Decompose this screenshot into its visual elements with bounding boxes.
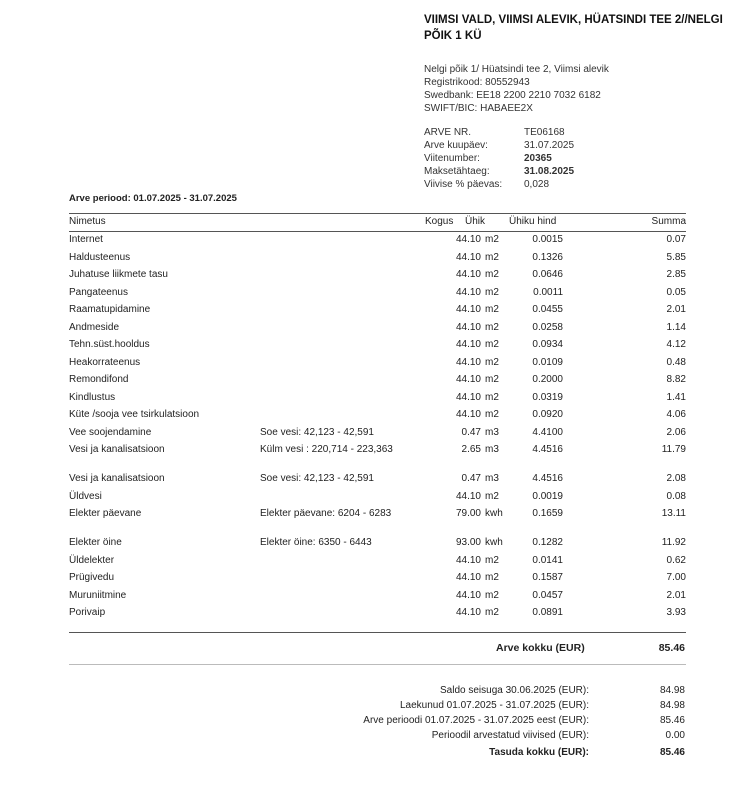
meta-value: 31.08.2025 (524, 166, 575, 177)
item-sum: 11.79 (661, 444, 686, 455)
item-name: Elekter päevane (69, 508, 142, 519)
item-name: Remondifond (69, 374, 129, 385)
total-value: 85.46 (658, 642, 685, 654)
item-unit-price: 0.1587 (532, 572, 563, 583)
col-sum-header: Summa (651, 216, 686, 227)
table-row (69, 234, 686, 252)
item-unit-price: 0.0015 (532, 234, 563, 245)
meta-value: 0,028 (524, 179, 550, 190)
meta-label: ARVE NR. (424, 127, 472, 138)
item-qty: 0.47 (461, 426, 481, 438)
item-sum: 2.01 (666, 589, 686, 601)
item-unit: m2 (485, 269, 499, 280)
col-qty-header: Kogus (425, 216, 454, 227)
item-unit: m2 (485, 572, 499, 583)
col-name-header: Nimetus (69, 216, 106, 227)
item-unit-price: 0.2000 (532, 374, 563, 385)
summary-due-value: 85.46 (659, 747, 685, 758)
summary-penalty-value: 0.00 (665, 730, 685, 741)
item-qty: 44.10 (455, 339, 481, 350)
item-name: Küte /sooja vee tsirkulatsioon (69, 409, 200, 420)
item-qty: 0.47 (461, 473, 481, 484)
item-sum: 0.05 (666, 286, 686, 298)
item-unit-price: 0.1659 (532, 508, 563, 519)
table-row (69, 473, 686, 491)
meta-row-reference (424, 152, 574, 165)
item-sum: 0.07 (666, 234, 686, 245)
item-sum: 1.14 (666, 321, 686, 333)
table-row (69, 555, 686, 573)
item-qty: 44.10 (455, 490, 481, 502)
meta-label: Maksetähtaeg: (424, 166, 490, 177)
registry-code: Registrikood: 80552943 (424, 77, 530, 88)
invoice-meta (424, 126, 574, 191)
item-unit-price: 0.0019 (532, 490, 563, 502)
item-unit: m2 (485, 589, 499, 601)
table-row (69, 339, 686, 357)
item-unit: m3 (485, 426, 499, 438)
summary-penalty-label: Perioodil arvestatud viivised (EUR): (431, 730, 589, 741)
bank-account: Swedbank: EE18 2200 2210 7032 6182 (424, 90, 601, 101)
meta-label: Arve kuupäev: (424, 140, 488, 151)
item-name: Vesi ja kanalisatsioon (69, 473, 165, 484)
item-name: Vesi ja kanalisatsioon (69, 444, 165, 455)
item-note: Elekter öine: 6350 - 6443 (260, 537, 372, 548)
table-row (69, 252, 686, 270)
item-sum: 11.92 (661, 537, 686, 548)
meta-label: Viivise % päevas: (424, 179, 503, 190)
item-qty: 44.10 (455, 391, 481, 403)
item-name: Prügivedu (69, 572, 115, 583)
item-unit-price: 4.4100 (532, 426, 563, 438)
summary-period-label: Arve perioodi 01.07.2025 - 31.07.2025 eest (EUR): (363, 715, 589, 726)
item-sum: 0.08 (666, 490, 686, 502)
item-name: Muruniitmine (69, 589, 127, 601)
item-sum: 7.00 (666, 572, 686, 583)
total-divider (69, 664, 686, 665)
item-unit: m3 (485, 473, 499, 484)
item-name: Tehn.süst.hooldus (69, 339, 150, 350)
col-price-header: Ühiku hind (509, 216, 557, 227)
item-sum: 13.11 (661, 508, 686, 519)
invoice-period: Arve periood: 01.07.2025 - 31.07.2025 (69, 193, 237, 204)
table-row (69, 607, 686, 625)
item-note: Soe vesi: 42,123 - 42,591 (260, 426, 374, 438)
item-note: Külm vesi : 220,714 - 223,363 (260, 444, 393, 455)
item-qty: 44.10 (455, 321, 481, 333)
item-note: Soe vesi: 42,123 - 42,591 (260, 473, 374, 484)
table-row (69, 409, 686, 427)
swift-code: SWIFT/BIC: HABAEE2X (424, 103, 533, 114)
meta-row-invoice-date (424, 139, 574, 152)
item-name: Raamatupidamine (69, 304, 151, 315)
item-unit-price: 4.4516 (532, 473, 563, 484)
item-unit-price: 0.0319 (532, 391, 563, 403)
item-qty: 44.10 (455, 607, 481, 618)
table-row (69, 374, 686, 392)
summary-received-value: 84.98 (659, 700, 685, 711)
item-unit: m2 (485, 234, 499, 245)
item-unit: m2 (485, 391, 499, 403)
item-name: Pangateenus (69, 286, 128, 298)
item-note: Elekter päevane: 6204 - 6283 (260, 508, 392, 519)
item-unit: m2 (485, 490, 499, 502)
table-row (69, 491, 686, 509)
table-row (69, 590, 686, 608)
table-row (69, 392, 686, 410)
summary-period-value: 85.46 (659, 715, 685, 726)
meta-value: 31.07.2025 (524, 140, 575, 151)
item-qty: 44.10 (455, 409, 481, 420)
item-name: Heakorrateenus (69, 356, 141, 368)
summary-received-label: Laekunud 01.07.2025 - 31.07.2025 (EUR): (399, 700, 589, 711)
item-sum: 2.85 (666, 269, 686, 280)
item-qty: 79.00 (455, 508, 481, 519)
item-unit-price: 4.4516 (532, 444, 563, 455)
item-unit: m2 (485, 339, 499, 350)
table-row (69, 537, 686, 555)
item-unit: m3 (485, 444, 499, 455)
item-unit: m2 (485, 321, 499, 333)
table-row (69, 427, 686, 445)
item-name: Elekter öine (69, 537, 122, 548)
item-qty: 44.10 (455, 374, 481, 385)
item-unit-price: 0.1326 (532, 251, 563, 263)
summary-due-label: Tasuda kokku (EUR): (489, 747, 589, 758)
item-sum: 3.93 (666, 607, 686, 618)
item-unit: kwh (485, 508, 503, 519)
item-unit-price: 0.0011 (533, 286, 563, 298)
meta-row-due-date (424, 165, 574, 178)
address-line: Nelgi põik 1/ Hüatsindi tee 2, Viimsi alevik (424, 64, 609, 75)
item-unit: m2 (485, 554, 499, 566)
item-unit-price: 0.0455 (532, 304, 563, 315)
item-unit-price: 0.0141 (532, 554, 563, 566)
item-qty: 2.65 (461, 444, 481, 455)
item-unit-price: 0.0457 (532, 589, 563, 601)
item-unit-price: 0.1282 (532, 537, 563, 548)
item-sum: 1.41 (666, 391, 686, 403)
item-unit-price: 0.0920 (532, 409, 563, 420)
table-row (69, 444, 686, 473)
table-row (69, 572, 686, 590)
item-name: Üldvesi (69, 490, 102, 502)
item-qty: 44.10 (455, 572, 481, 583)
item-name: Juhatuse liikmete tasu (69, 269, 168, 280)
item-sum: 0.62 (666, 554, 686, 566)
total-label: Arve kokku (EUR) (496, 642, 585, 654)
item-name: Porivaip (69, 607, 106, 618)
item-sum: 2.08 (666, 473, 686, 484)
item-qty: 44.10 (455, 304, 481, 315)
item-qty: 44.10 (455, 356, 481, 368)
item-sum: 5.85 (666, 251, 686, 263)
meta-row-penalty (424, 178, 574, 191)
item-unit-price: 0.0109 (532, 356, 563, 368)
table-row (69, 269, 686, 287)
summary-balance-label: Saldo seisuga 30.06.2025 (EUR): (440, 685, 589, 696)
table-row (69, 357, 686, 375)
item-sum: 8.82 (666, 374, 686, 385)
company-name: VIIMSI VALD, VIIMSI ALEVIK, HÜATSINDI TEE 2//NELGI PÕIK 1 KÜ (424, 14, 723, 42)
company-address (424, 63, 609, 115)
item-unit: m2 (485, 356, 499, 368)
table-row (69, 322, 686, 340)
item-sum: 2.06 (666, 426, 686, 438)
item-qty: 44.10 (455, 589, 481, 601)
table-row (69, 508, 686, 537)
item-unit: m2 (485, 304, 499, 315)
table-header (69, 213, 686, 232)
item-unit: m2 (485, 286, 499, 298)
item-name: Haldusteenus (69, 251, 131, 263)
meta-label: Viitenumber: (424, 153, 480, 164)
item-qty: 44.10 (455, 554, 481, 566)
table-row (69, 304, 686, 322)
item-sum: 4.06 (666, 409, 686, 420)
item-name: Üldelekter (69, 554, 115, 566)
meta-value: TE06168 (524, 127, 565, 138)
item-unit: kwh (485, 537, 503, 548)
item-unit-price: 0.0646 (532, 269, 563, 280)
item-qty: 44.10 (455, 234, 481, 245)
item-unit-price: 0.0934 (532, 339, 563, 350)
table-row (69, 287, 686, 305)
meta-row-invoice-no (424, 126, 574, 139)
item-unit: m2 (485, 374, 499, 385)
item-name: Andmeside (69, 321, 120, 333)
item-unit-price: 0.0891 (532, 607, 563, 618)
item-sum: 0.48 (666, 356, 686, 368)
table-bottom-divider (69, 632, 686, 633)
item-qty: 44.10 (455, 286, 481, 298)
item-sum: 4.12 (666, 339, 686, 350)
line-items (69, 234, 686, 625)
item-name: Kindlustus (69, 391, 116, 403)
item-unit: m2 (485, 607, 499, 618)
item-sum: 2.01 (666, 304, 686, 315)
item-unit-price: 0.0258 (532, 321, 563, 333)
item-qty: 44.10 (455, 269, 481, 280)
meta-value: 20365 (524, 153, 552, 164)
item-name: Vee soojendamine (69, 426, 152, 438)
col-unit-header: Ühik (465, 216, 486, 227)
item-qty: 44.10 (455, 251, 481, 263)
item-qty: 93.00 (455, 537, 481, 548)
summary-balance-value: 84.98 (659, 685, 685, 696)
item-unit: m2 (485, 409, 499, 420)
item-name: Internet (69, 234, 103, 245)
item-unit: m2 (485, 251, 499, 263)
